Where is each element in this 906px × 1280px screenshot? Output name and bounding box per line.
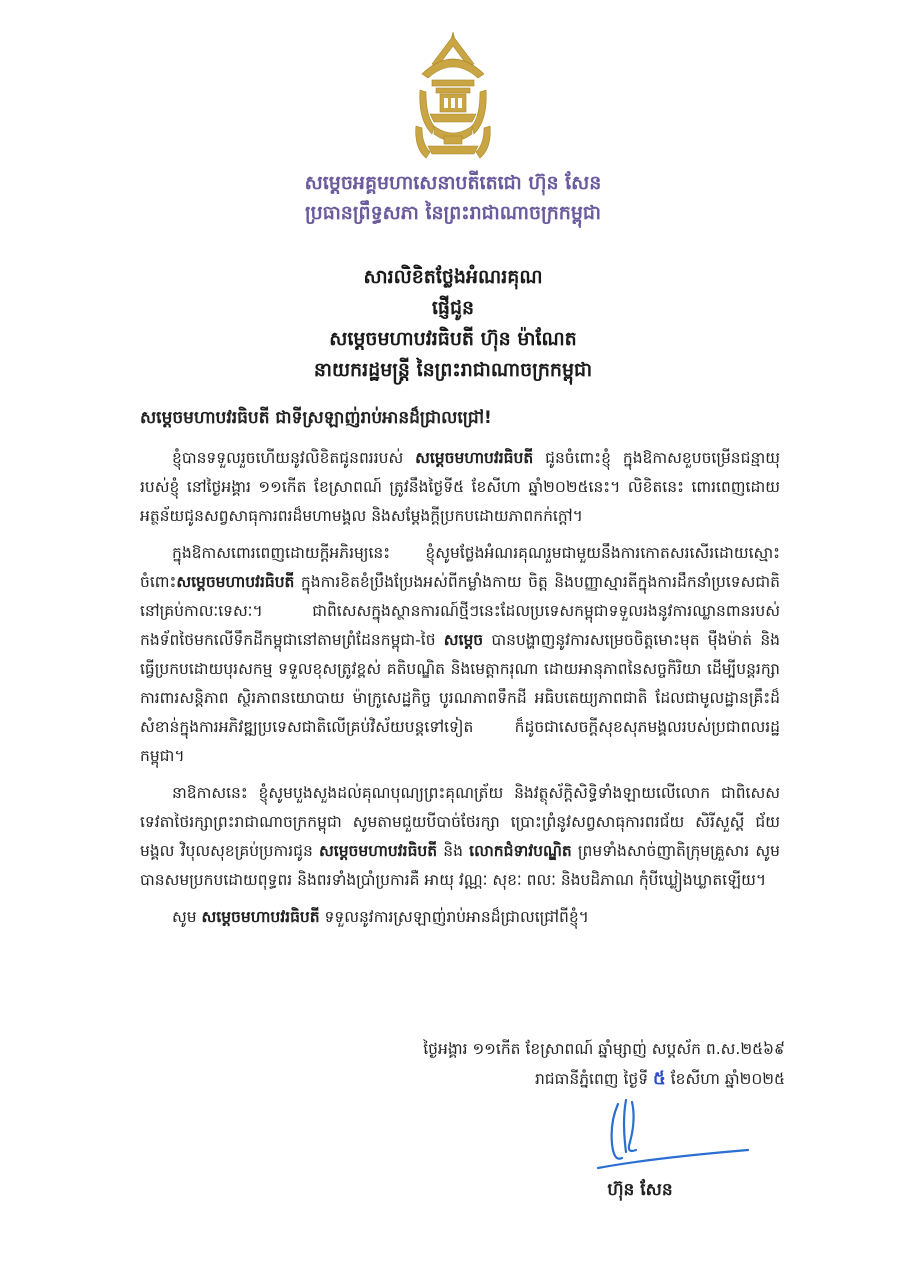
day-number: ៥ [653, 1068, 666, 1089]
signer-name: ហ៊ុន សែន [607, 1180, 673, 1200]
paragraph-2-text-c: ក្នុងការខិតខំប្រឹងប្រែងអស់ពីកម្លាំងកាយ ចិត្ត និងបញ្ញាស្មារតីក្នុងការដឹកនាំប្រទេសជាតិនៅគ្រប់កាលៈទេសៈ។ ជាពិសេសក្នុងស្ថានការណ៍ថ្មីៗនេះដែលប្រទេសកម្ពុជាទទួលរងនូវការឈ្លានពានរបស់កងទ័ពថៃមកលើទឹកដីកម្ពុជានៅតាមព្រំដែនកម្ពុជា-ថៃ [140, 573, 780, 649]
month-year: ខែសីហា ឆ្នាំ២០២៥ [665, 1070, 785, 1088]
paragraph-3 [140, 779, 780, 895]
letter-header [0, 168, 906, 228]
paragraph-1-text-c: ជូនចំពោះខ្ញុំ ក្នុងឱកាសខួបចម្រើនជន្មាយុរបស់ខ្ញុំ នៅថ្ងៃអង្គារ ១១កើត ខែស្រាពណ៍ ត្រូវនឹងថ្ងៃទី៥ ខែសីហា ឆ្នាំ២០២៥នេះ។ លិខិតនេះ ពោរពេញដោយអត្ថន័យជូនសព្វសាធុការពរដ៏មហាមង្គល និងសម្តែងក្តីប្រកបដោយភាពកក់ក្តៅ។ [140, 449, 780, 525]
closing-text-a: សូម [172, 908, 202, 926]
paragraph-1-text-a: ខ្ញុំបានទទួលរួចហើយនូវលិខិតជូនពររបស់ [172, 449, 416, 467]
letter-body [140, 404, 780, 932]
paragraph-3-text-a: នាឱកាសនេះ ខ្ញុំសូមបួងសួងដល់គុណបុណ្យព្រះគុណត្រ័យ និងវត្ថុស័ក្តិសិទ្ធិទាំងឡាយលើលោក ជាពិសេសទេវតាថៃរក្សាព្រះរាជាណាចក្រកម្ពុជា សូមតាមជួយបីបាច់ថែរក្សា ប្រោះព្រំនូវសព្វសាធុការពរជ័យ សិរីសួស្តី ជ័យមង្គល វិបុលសុខគ្រប់ប្រការជូន [140, 784, 780, 860]
date-block [340, 1034, 785, 1094]
paragraph-3-text-c: និង [437, 842, 470, 860]
handwritten-signature-icon [592, 1092, 752, 1176]
sender-name: សម្តេចអគ្គមហាសេនាបតីតេជោ ហ៊ុន សែន [304, 172, 602, 194]
paragraph-3-emphasis-2: លោកជំទាវបណ្ឌិត [469, 842, 572, 860]
lunar-date: ថ្ងៃអង្គារ ១១កើត ខែស្រាពណ៍ ឆ្នាំម្សាញ់ សប្តស័ក ព.ស.២៥៦៩ [423, 1040, 785, 1058]
paragraph-2-emphasis-2: សម្តេច [443, 631, 484, 649]
salutation: សម្តេចមហាបវរធិបតី ជាទីស្រឡាញ់រាប់អានដ៏ជ្រាលជ្រៅ! [140, 408, 492, 428]
letter-titles [0, 262, 906, 386]
closing-line [140, 903, 780, 932]
closing-emphasis: សម្តេចមហាបវរធិបតី [201, 908, 320, 926]
paragraph-2-text-a: ក្នុងឱកាសពោរពេញដោយក្តីអភិរម្យនេះ ខ្ញុំសូមថ្លែងអំណរគុណរួមជាមួយនឹងការកោតសរសើរដោយស្មោះចំពោះ [140, 544, 780, 591]
sent-to-label: ផ្ញើជូន [431, 297, 475, 319]
document-title: សារលិខិតថ្លែងអំណរគុណ [363, 266, 543, 288]
paragraph-2 [140, 539, 780, 771]
paragraph-2-emphasis-1: សម្តេចមហាបវរធិបតី [176, 573, 295, 591]
paragraph-3-text-e: ព្រមទាំងសាច់ញាតិក្រុមគ្រួសារ សូមបានសមប្រកបដោយពុទ្ធពរ និងពរទាំងប្រាំប្រការគឺ អាយុ វណ្ណៈ សុខៈ ពលៈ និងបដិភាណ កុំបីឃ្លៀងឃ្លាតឡើយ។ [140, 842, 780, 889]
closing-text-c: ទទួលនូវការស្រឡាញ់រាប់អានដ៏ជ្រាលជ្រៅពីខ្ញុំ។ [319, 908, 589, 926]
paragraph-1 [140, 444, 780, 531]
paragraph-1-emphasis: សម្តេចមហាបវរធិបតី [415, 449, 534, 467]
place-prefix: រាជធានីភ្នំពេញ ថ្ងៃទី [534, 1070, 654, 1088]
paragraph-2-text-e: បានបង្ហាញនូវការសម្រេចចិត្តមោះមុត ម៉ឺងម៉ាត់ និងធ្វើប្រកបដោយបុរសកម្ម ទទួលខុសត្រូវខ្ពស់ គតិបណ្ឌិត និងមេត្តាករុណា ដោយអានុភាពនៃសច្ចកិរិយា ដើម្បីបន្តរក្សាការពារសន្តិភាព ស្ថិរភាពនយោបាយ ម៉ាក្រូសេដ្ឋកិច្ច បូរណភាពទឹកដី អធិបតេយ្យភាពជាតិ ដែលជាមូលដ្ឋានគ្រឹះដ៏សំខាន់ក្នុងការអភិវឌ្ឍប្រទេសជាតិលើគ្រប់វិស័យបន្តទៅទៀត ក៏ដូចជាសេចក្តីសុខសុភមង្គលរបស់ប្រជាពលរដ្ឋកម្ពុជា។ [140, 631, 780, 765]
place-and-date [340, 1064, 785, 1094]
paragraph-3-emphasis-1: សម្តេចមហាបវរធិបតី [319, 842, 438, 860]
royal-emblem-icon [414, 30, 492, 162]
recipient-name: សម្តេចមហាបវរធិបតី ហ៊ុន ម៉ាណែត [329, 328, 577, 350]
recipient-title: នាយករដ្ឋមន្ត្រី នៃព្រះរាជាណាចក្រកម្ពុជា [313, 359, 593, 381]
sender-title: ប្រធានព្រឹទ្ធសភា នៃព្រះរាជាណាចក្រកម្ពុជា [305, 202, 601, 224]
